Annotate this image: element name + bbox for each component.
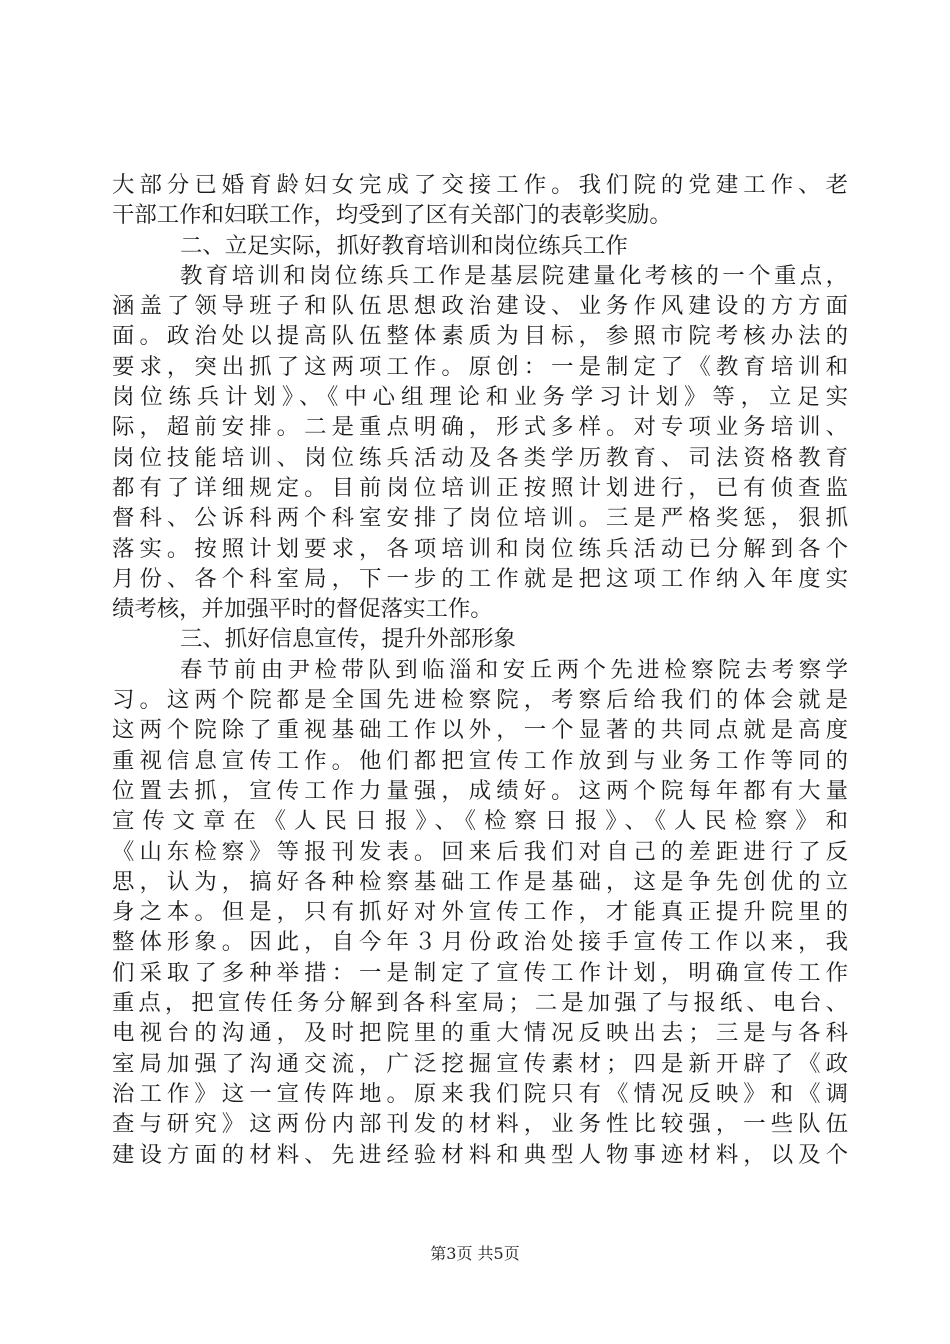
text-line: 室局加强了沟通交流，广泛挖掘宣传素材；四是新开辟了《政 bbox=[112, 1050, 848, 1077]
text-line: 月份、各个科室局，下一步的工作就是把这项工作纳入年度实 bbox=[112, 565, 848, 592]
text-line: 涵盖了领导班子和队伍思想政治建设、业务作风建设的方方面 bbox=[112, 293, 848, 320]
section-heading: 二、立足实际，抓好教育培训和岗位练兵工作 bbox=[180, 232, 628, 259]
text-line: 督科、公诉科两个科室安排了岗位培训。三是严格奖惩，狠抓 bbox=[112, 505, 848, 532]
text-line: 落实。按照计划要求，各项培训和岗位练兵活动已分解到各个 bbox=[112, 535, 848, 562]
text-line: 大部分已婚育龄妇女完成了交接工作。我们院的党建工作、老 bbox=[112, 172, 848, 198]
text-line: 春节前由尹检带队到临淄和安丘两个先进检察院去考察学 bbox=[180, 656, 848, 683]
text-line: 思，认为，搞好各种检察基础工作是基础，这是争先创优的立 bbox=[112, 868, 848, 895]
text-line: 建设方面的材料、先进经验材料和典型人物事迹材料，以及个 bbox=[112, 1141, 848, 1168]
document-body bbox=[112, 170, 848, 1170]
text-line: 重点，把宣传任务分解到各科室局；二是加强了与报纸、电台、 bbox=[112, 990, 848, 1017]
text-line: 电视台的沟通，及时把院里的重大情况反映出去；三是与各科 bbox=[112, 1020, 848, 1047]
text-line: 教育培训和岗位练兵工作是基层院建量化考核的一个重点， bbox=[180, 262, 848, 289]
text-line: 宣传文章在《人民日报》、《检察日报》、《人民检察》和 bbox=[112, 808, 848, 835]
text-line: 都有了详细规定。目前岗位培训正按照计划进行，已有侦查监 bbox=[112, 474, 848, 501]
text-line: 整体形象。因此，自今年３月份政治处接手宣传工作以来，我 bbox=[112, 929, 848, 956]
text-line: 要求，突出抓了这两项工作。原创：一是制定了《教育培训和 bbox=[112, 353, 848, 380]
text-line: 际，超前安排。二是重点明确，形式多样。对专项业务培训、 bbox=[112, 414, 848, 441]
text-line: 位置去抓，宣传工作力量强，成绩好。这两个院每年都有大量 bbox=[112, 777, 848, 804]
text-line: 身之本。但是，只有抓好对外宣传工作，才能真正提升院里的 bbox=[112, 899, 848, 926]
text-line: 治工作》这一宣传阵地。原来我们院只有《情况反映》和《调 bbox=[112, 1080, 848, 1107]
text-line: 面。政治处以提高队伍整体素质为目标，参照市院考核办法的 bbox=[112, 323, 848, 350]
text-line: 这两个院除了重视基础工作以外，一个显著的共同点就是高度 bbox=[112, 717, 848, 744]
text-line: 习。这两个院都是全国先进检察院，考察后给我们的体会就是 bbox=[112, 687, 848, 714]
text-line: 查与研究》这两份内部刊发的材料，业务性比较强，一些队伍 bbox=[112, 1111, 848, 1138]
text-line: 绩考核，并加强平时的督促落实工作。 bbox=[112, 596, 493, 623]
text-line: 岗位技能培训、岗位练兵活动及各类学历教育、司法资格教育 bbox=[112, 444, 848, 471]
text-line: 们采取了多种举措：一是制定了宣传工作计划，明确宣传工作 bbox=[112, 959, 848, 986]
text-line: 《山东检察》等报刊发表。回来后我们对自己的差距进行了反 bbox=[112, 838, 848, 865]
page-footer: 第3页 共5页 bbox=[430, 1244, 520, 1263]
section-heading: 三、抓好信息宣传，提升外部形象 bbox=[180, 626, 516, 653]
text-line: 重视信息宣传工作。他们都把宣传工作放到与业务工作等同的 bbox=[112, 747, 848, 774]
text-line: 干部工作和妇联工作，均受到了区有关部门的表彰奖励。 bbox=[112, 202, 672, 229]
text-line: 岗位练兵计划》、《中心组理论和业务学习计划》等，立足实 bbox=[112, 384, 848, 411]
